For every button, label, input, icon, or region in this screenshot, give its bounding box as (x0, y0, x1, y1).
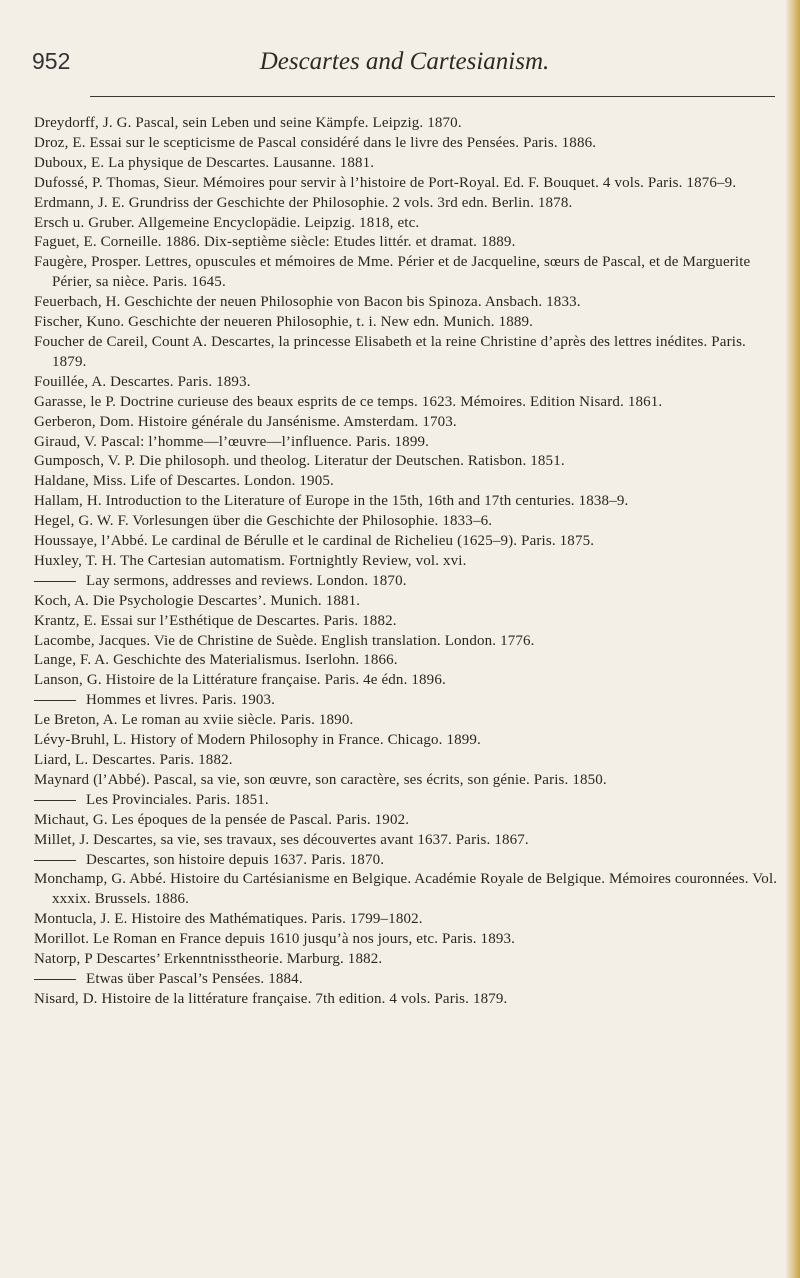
bibliography-entry: Etwas über Pascal’s Pensées. 1884. (34, 970, 782, 990)
ditto-dash (34, 581, 76, 582)
bibliography-entry: Dreydorff, J. G. Pascal, sein Leben und seine Kämpfe. Leipzig. 1870. (34, 115, 462, 131)
bibliography-entry: Millet, J. Descartes, sa vie, ses travaux, ses découvertes avant 1637. Paris. 1867. (34, 831, 529, 848)
bibliography-entry: Liard, L. Descartes. Paris. 1882. (34, 752, 233, 768)
page-header (32, 48, 777, 88)
bibliography-entry: Faugère, Prosper. Lettres, opuscules et mémoires de Mme. Périer et de Jacqueline, sœurs de Pascal, et de Marguerite Périer, sa nièce. Paris. 1645. (34, 254, 751, 291)
bibliography-entry: Fouillée, A. Descartes. Paris. 1893. (34, 373, 251, 390)
bibliography-entry: Duboux, E. La physique de Descartes. Lausanne. 1881. (34, 154, 375, 171)
bibliography-entry: Michaut, G. Les époques de la pensée de Pascal. Paris. 1902. (34, 811, 410, 828)
ditto-dash (34, 979, 76, 980)
bibliography-entry: Koch, A. Die Psychologie Descartes’. Munich. 1881. (34, 592, 361, 609)
bibliography-list (34, 114, 782, 1010)
bibliography-entry: Garasse, le P. Doctrine curieuse des beaux esprits de ce temps. 1623. Mémoires. Edition Nisard. 1861. (34, 393, 663, 410)
bibliography-entry: Foucher de Careil, Count A. Descartes, la princesse Elisabeth et la reine Christine d’après des lettres inédites. Paris. 1879. (34, 333, 746, 370)
bibliography-entry: Fischer, Kuno. Geschichte der neueren Philosophie, t. i. New edn. Munich. 1889. (34, 314, 534, 331)
bibliography-entry: Maynard (l’Abbé). Pascal, sa vie, son œuvre, son caractère, ses écrits, son génie. Paris. 1850. (34, 771, 607, 788)
bibliography-entry: Dufossé, P. Thomas, Sieur. Mémoires pour servir à l’histoire de Port-Royal. Ed. F. Bouquet. 4 vols. Paris. 1876–9. (34, 174, 737, 191)
running-title: Descartes and Cartesianism. (259, 48, 550, 75)
bibliography-entry: Monchamp, G. Abbé. Histoire du Cartésianisme en Belgique. Académie Royale de Belgique. Mémoires couronnées. Vol. xxxix. Brussels. 1886. (34, 871, 778, 908)
ditto-dash (34, 860, 76, 861)
bibliography-entry: Giraud, V. Pascal: l’homme—l’œuvre—l’influence. Paris. 1899. (34, 433, 430, 450)
bibliography-entry: Krantz, E. Essai sur l’Esthétique de Descartes. Paris. 1882. (34, 612, 397, 629)
bibliography-entry: Lévy-Bruhl, L. History of Modern Philosophy in France. Chicago. 1899. (34, 732, 481, 749)
page-number: 952 (32, 48, 71, 74)
bibliography-entry: Lange, F. A. Geschichte des Materialismus. Iserlohn. 1866. (34, 652, 398, 669)
bibliography-entry: Faguet, E. Corneille. 1886. Dix-septième siècle: Etudes littér. et dramat. 1889. (34, 234, 516, 251)
bibliography-entry: Lacombe, Jacques. Vie de Christine de Suède. English translation. London. 1776. (34, 632, 535, 649)
header-rule (90, 96, 775, 97)
bibliography-entry: Les Provinciales. Paris. 1851. (34, 791, 782, 811)
bibliography-entry: Erdmann, J. E. Grundriss der Geschichte der Philosophie. 2 vols. 3rd edn. Berlin. 1878. (34, 194, 573, 211)
bibliography-entry: Haldane, Miss. Life of Descartes. London. 1905. (34, 473, 334, 490)
bibliography-entry: Droz, E. Essai sur le scepticisme de Pascal considéré dans le livre des Pensées. Paris. 1886. (34, 134, 597, 151)
bibliography-entry: Descartes, son histoire depuis 1637. Paris. 1870. (34, 851, 782, 871)
bibliography-entry: Lay sermons, addresses and reviews. London. 1870. (34, 572, 782, 592)
bibliography-entry: Gumposch, V. P. Die philosoph. und theolog. Literatur der Deutschen. Ratisbon. 1851. (34, 453, 565, 470)
bibliography-entry: Ersch u. Gruber. Allgemeine Encyclopädie. Leipzig. 1818, etc. (34, 214, 420, 231)
page-edge (786, 0, 800, 1278)
bibliography-entry: Nisard, D. Histoire de la littérature française. 7th edition. 4 vols. Paris. 1879. (34, 990, 508, 1007)
bibliography-entry: Hommes et livres. Paris. 1903. (34, 691, 782, 711)
ditto-dash (34, 800, 76, 801)
bibliography-entry: Houssaye, l’Abbé. Le cardinal de Bérulle et le cardinal de Richelieu (1625–9). Paris. 1875. (34, 533, 595, 550)
ditto-dash (34, 700, 76, 701)
bibliography-entry: Huxley, T. H. The Cartesian automatism. Fortnightly Review, vol. xvi. (34, 552, 467, 569)
bibliography-entry: Morillot. Le Roman en France depuis 1610 jusqu’à nos jours, etc. Paris. 1893. (34, 931, 516, 948)
bibliography-entry: Hegel, G. W. F. Vorlesungen über die Geschichte der Philosophie. 1833–6. (34, 513, 493, 530)
bibliography-entry: Natorp, P Descartes’ Erkenntnisstheorie. Marburg. 1882. (34, 951, 383, 968)
bibliography-entry: Le Breton, A. Le roman au xviie siècle. Paris. 1890. (34, 712, 354, 729)
bibliography-entry: Feuerbach, H. Geschichte der neuen Philosophie von Bacon bis Spinoza. Ansbach. 1833. (34, 294, 581, 311)
bibliography-entry: Montucla, J. E. Histoire des Mathématiques. Paris. 1799–1802. (34, 911, 423, 928)
bibliography-entry: Gerberon, Dom. Histoire générale du Jansénisme. Amsterdam. 1703. (34, 413, 457, 430)
bibliography-entry: Hallam, H. Introduction to the Literature of Europe in the 15th, 16th and 17th centuries. 1838–9. (34, 493, 629, 510)
bibliography-entry: Lanson, G. Histoire de la Littérature française. Paris. 4e édn. 1896. (34, 672, 446, 689)
